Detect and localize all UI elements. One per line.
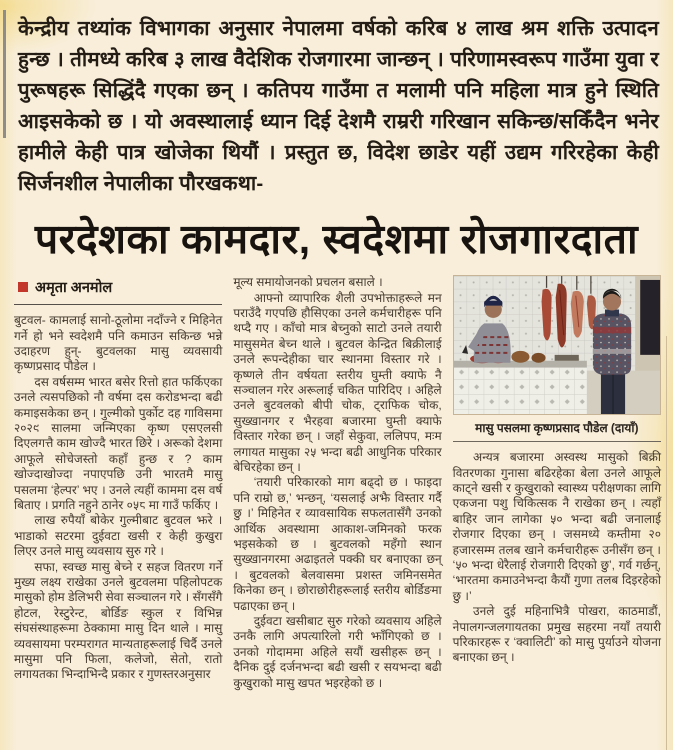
headline: परदेशका कामदार, स्वदेशमा रोजगारदाता xyxy=(34,216,639,262)
paragraph: दुईवटा खसीबाट सुरु गरेको व्यवसाय अहिले उनकै लागि अपत्यारिलो गरी झाँगिएको छ । उनको गोदाममा अहिले सयौं खसीहरू छन् । दैनिक दुई दर्जनभन्दा बढी खसी र सयभन्दा बढी कुखुराको मासु खपत भइरहेको छ । xyxy=(233,614,442,690)
byline-author: अमृता अनमोल xyxy=(35,280,113,297)
right-edge-rule xyxy=(666,336,667,750)
paragraph: लाख रुपैयाँ बोकेर गुल्मीबाट बुटवल झरे । भाडाको सटरमा दुईवटा खसी र केही कुखुरा लिएर उनले मासु व्यवसाय सुरु गरे । xyxy=(14,513,223,559)
byline-bullet-icon xyxy=(18,282,28,292)
intro-paragraph: केन्द्रीय तथ्यांक विभागका अनुसार नेपालमा वर्षको करिब ४ लाख श्रम शक्ति उत्पादन हुन्छ । तीमध्ये करिब ३ लाख वैदेशिक रोजगारमा जान्छन् । परिणामस्वरूप गाउँमा युवा र पुरूषहरू सिद्धिंदै गएका छन् । कतिपय गाउँमा त मलामी पनि महिला मात्र हुने स्थिति आइसकेको छ । यो अवस्थालाई ध्यान दिई देशमै राम्ररी गरिखान सकिन्छ/सकिँदैन भनेर हामीले केही पात्र खोजेका थियौं । प्रस्तुत छ, विदेश छाडेर यहीं उद्यम गरिरहेका केही सिर्जनशील नेपालीका पौरखकथा- xyxy=(18,17,659,195)
paragraph: मूल्य समायोजनको प्रचलन बसाले । xyxy=(233,275,383,290)
paragraph: अन्यत्र बजारमा अस्वस्थ मासुको बिक्री वितरणका गुनासा बढिरहेका बेला उनले आफूले काट्ने खसी र कुखुराको स्वास्थ्य परीक्षणका लागि एकजना पशु चिकित्सक नै राखेका छन् । त्यहाँ बाहिर जान लागेका ५० भन्दा बढी जनालाई रोजगार दिएका छन् । जसमध्ये कम्तीमा २० हजारसम्म तलब खाने कर्मचारीहरू उनीसँग छन् । ‘५० भन्दा धेरैलाई रोजगारी दिएको छु’, गर्व गर्छन्, ‘भारतमा कमाउनेभन्दा कैयौं गुणा तलब दिइरहेको छु ।’ xyxy=(452,450,661,603)
byline xyxy=(18,277,222,297)
photo-caption: मासु पसलमा कृष्णप्रसाद पौडेल (दायाँ) xyxy=(475,421,639,436)
butcher-shop-photo xyxy=(453,275,661,415)
paragraph: दस वर्षसम्म भारत बसेर रित्तो हात फर्किएका उनले त्यसपछिको नौ वर्षमा दस करोडभन्दा बढी कमाइसकेका छन् । गुल्मीको पुर्कोट दह गाविसमा २०२९ सालमा जन्मिएका कृष्ण एसएलसी दिएलगत्तै काम खोज्दै भारत छिरे । अरूको देशमा आफूले सोचेजस्तो कहाँ हुन्छ र ? काम खोज्दाखोज्दा नपाएपछि उनी भारतमै मासु पसलमा ‘हेल्पर’ भए । उनले त्यहीं काममा दस वर्ष बिताए । प्रगति नहुने ठानेर ०५८ मा गाउँ फर्किए । xyxy=(14,374,223,513)
column-1 xyxy=(14,275,222,683)
counter-front xyxy=(454,368,587,414)
article-columns xyxy=(0,271,673,691)
paragraph: उनले दुई महिनाभित्रै पोखरा, काठमाडौं, नेपालगन्जलगायतका प्रमुख सहरमा नयाँ तयारी परिकारहरू र ‘क्वालिटी’ को मासु पुर्याउने योजना बनाएका छन् । xyxy=(452,604,661,665)
butcher-shop-illustration xyxy=(454,276,660,414)
column-2 xyxy=(233,275,441,691)
paragraph: बुटवल- कामलाई सानो-ठूलोमा नदाँज्ने र मिहिनेत गर्ने हो भने स्वदेशमै पनि कमाउन सकिन्छ भन्ने उदाहरण हुन्- बुटवलका मासु व्यवसायी कृष्णप्रसाद पौडेल । xyxy=(14,313,223,374)
column-3 xyxy=(453,275,661,666)
paragraph: सफा, स्वच्छ मासु बेच्ने र सहज वितरण गर्ने मुख्य लक्ष्य राखेका उनले बुटवलमा पहिलोपटक मासुको होम डेलिभरी सेवा सञ्चालन गरे । सँगसँगै होटल, रेस्टुरेन्ट, बोर्डिङ स्कुल र विभिन्न संघसंस्थाहरूमा ठेक्कामा मासु दिन थाले । मासु व्यवसायमा परम्परागत मान्यताहरूलाई चिर्दै उनले मासुमा पनि फिला, कलेजो, सेतो, रातो लगायतका भिन्दाभिन्दै प्रकार र गुणस्तरअनुसार xyxy=(14,559,223,682)
paragraph: ‘तयारी परिकारको माग बढ्दो छ । फाइदा पनि राम्रो छ,’ भन्छन्, ‘यसलाई अझै विस्तार गर्दै छु ।’ मिहिनेत र व्यावसायिक सफलतासँगै उनको आर्थिक अवस्थामा आकाश-जमिनको फरक भइसकेको छ । बुटवलको महँगो स्थान सुख्खानगरमा अढाइतले पक्की घर बनाएका छन् । बुटवलको बेलवासमा प्रशस्त जमिनसमेत किनेका छन् । छोराछोरीहरूलाई स्तरीय बोर्डिङमा पढाएका छन् । xyxy=(233,475,442,613)
byline-divider xyxy=(14,304,222,305)
dark-doorway xyxy=(640,280,660,355)
photo-figure xyxy=(453,275,661,439)
caption-divider xyxy=(453,441,661,442)
left-margin-rule xyxy=(3,10,6,138)
paragraph: आफ्नो व्यापारिक शैली उपभोक्ताहरूले मन पराउँदै गएपछि हौसिएका उनले कर्मचारीहरू पनि थप्दै गए । काँचो मात्र बेच्नुको साटो उनले तयारी मासुसमेत बेच्न थाले । बुटवल केन्द्रित बिक्रीलाई उनले रूपन्देहीका चार स्थानमा विस्तार गरे । कृष्णले तीन वर्षयता स्तरीय घुम्ती क्याफे नै सञ्चालन गरेर अरूलाई चकित पारिदिए । अहिले उनले बुटवलको बीपी चोक, ट्राफिक चोक, सुख्खानगर र भैरहवा बजारमा घुम्ती क्याफे विस्तार गरेका छन् । जहाँ सेकुवा, ललिपप, मःम लगायत मासुका २५ भन्दा बढी आधुनिक परिकार बेचिरहेका छन् । xyxy=(233,290,442,475)
